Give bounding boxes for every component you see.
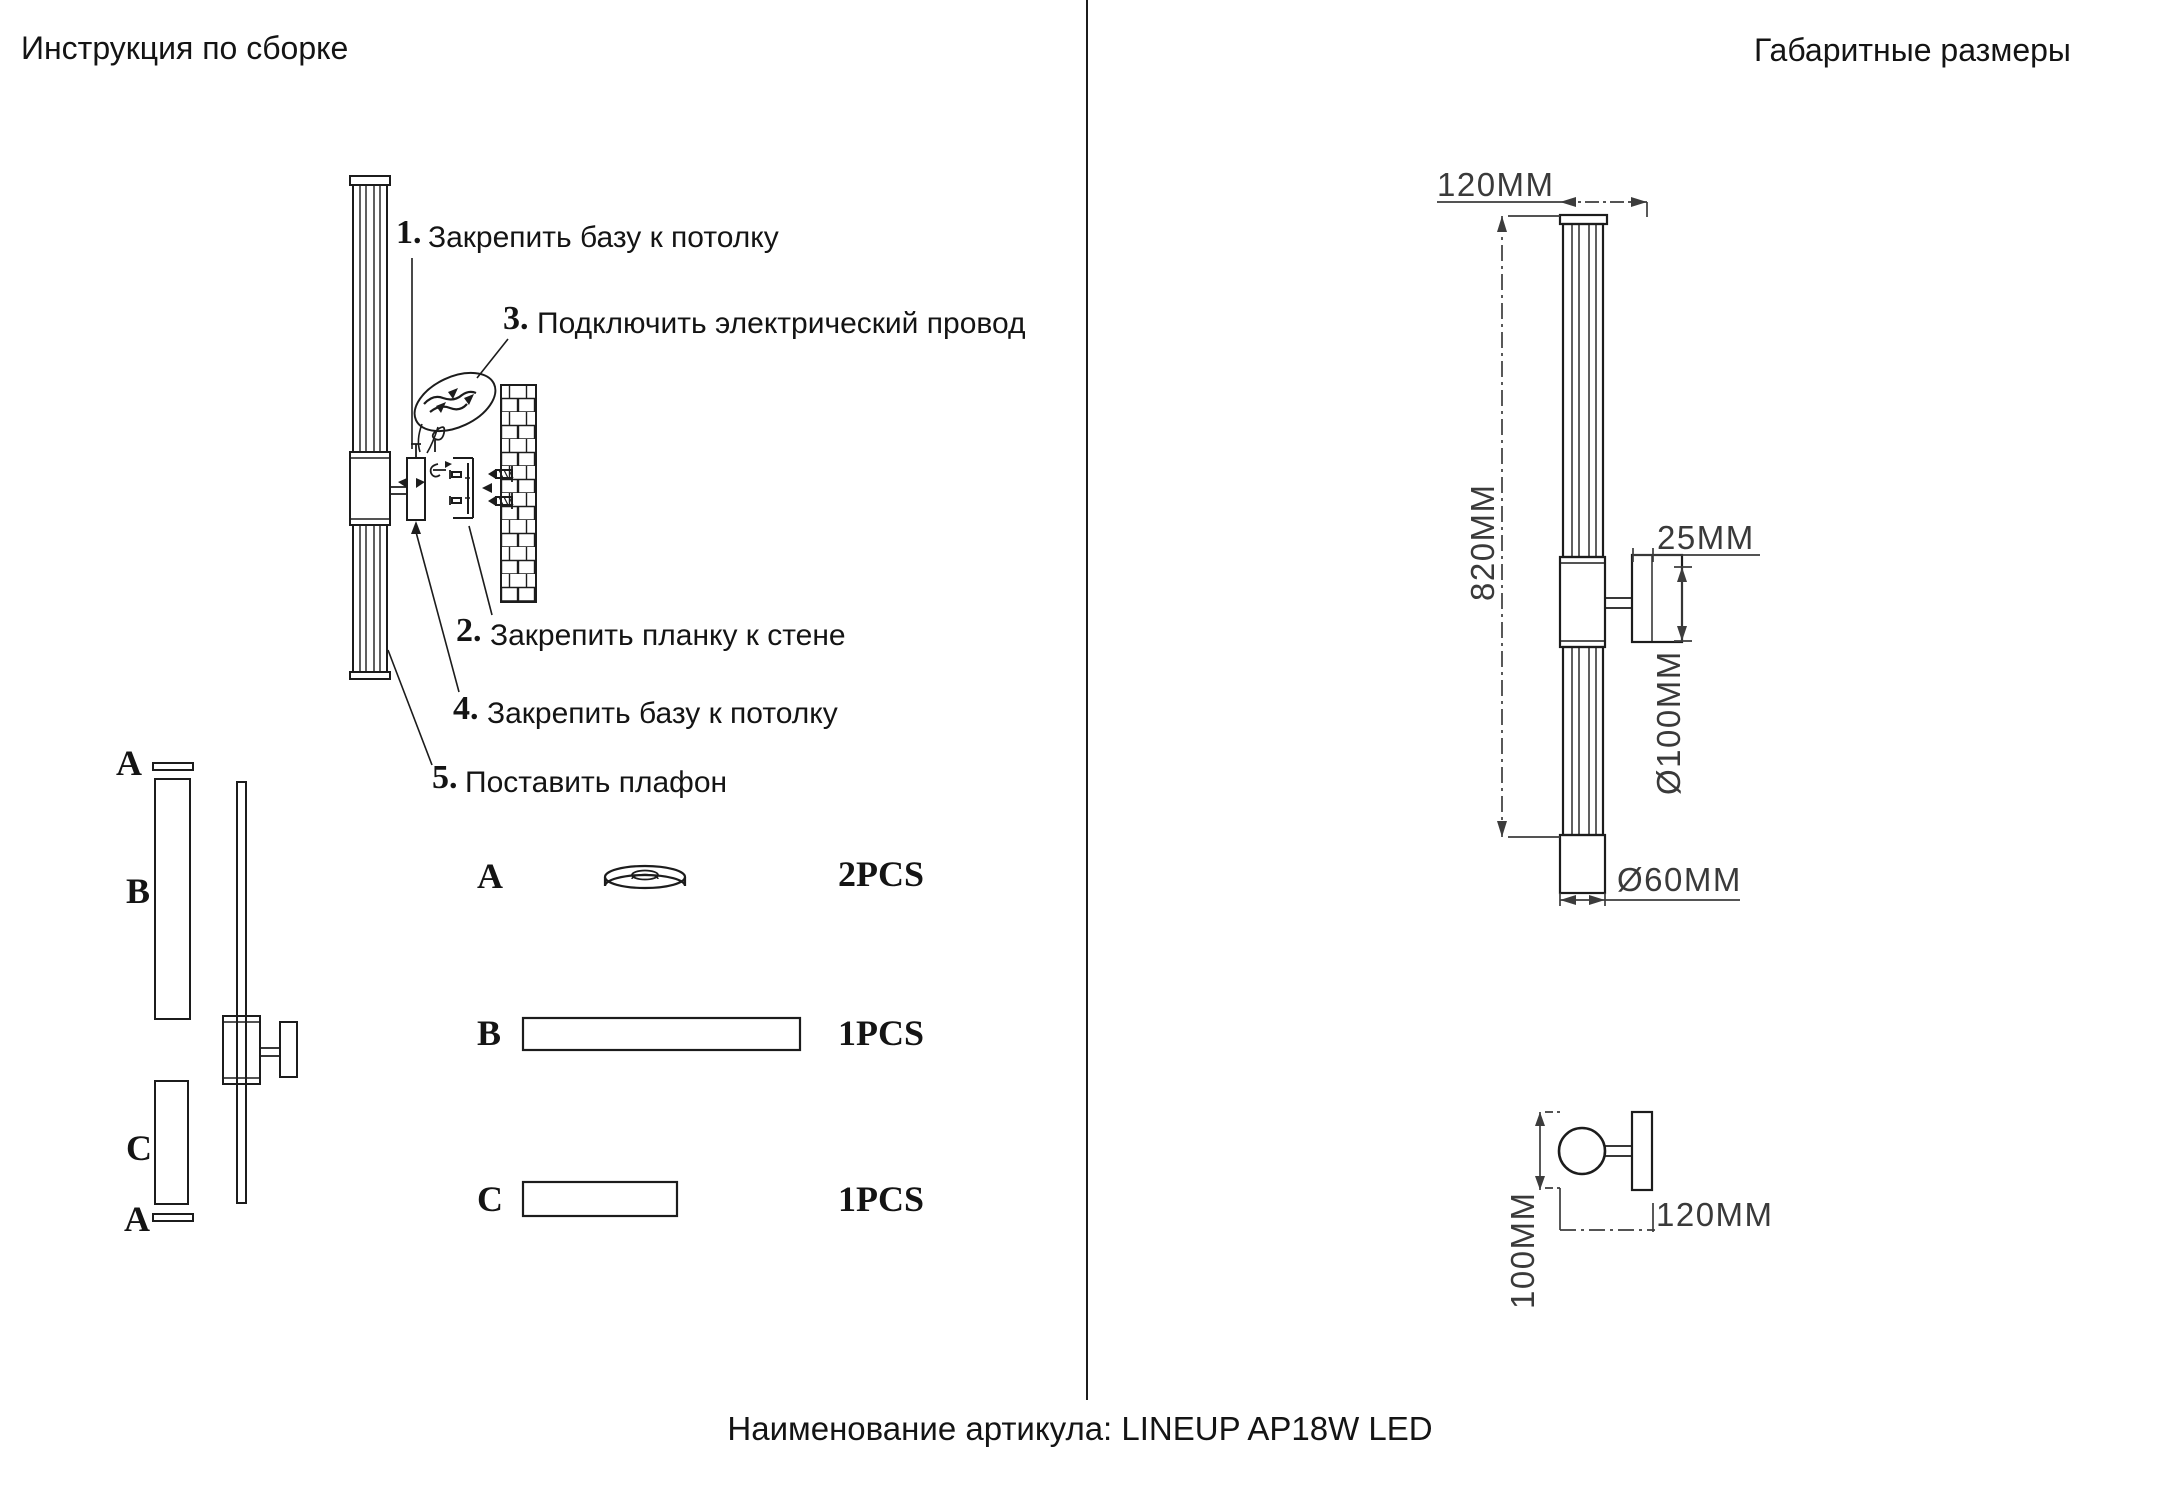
part-c-qty: 1PCS (838, 1179, 925, 1219)
dim-bracket-depth: 25MM (1657, 519, 1755, 556)
step-1-text: Закрепить базу к потолку (428, 221, 779, 254)
exploded-label-a-bottom: A (124, 1199, 150, 1239)
step-4-number: 4. (453, 690, 479, 727)
exploded-view-drawing (153, 763, 297, 1221)
exploded-label-c: C (126, 1128, 152, 1168)
step-2-number: 2. (456, 612, 482, 649)
article-name: Наименование артикула: LINEUP AP18W LED (727, 1410, 1433, 1447)
dimension-lines (1437, 197, 1760, 1232)
dim-bottom-width: 120MM (1656, 1196, 1774, 1233)
wall-lamp-assembly-drawing (350, 176, 536, 765)
part-b-qty: 1PCS (838, 1013, 925, 1053)
section-divider (1086, 0, 1088, 1400)
step-3-number: 3. (503, 300, 529, 337)
parts-list-shapes (523, 866, 800, 1216)
step-1-number: 1. (396, 214, 422, 251)
right-section-title: Габаритные размеры (1754, 32, 2071, 68)
step-3-text: Подключить электрический провод (537, 307, 1026, 340)
exploded-label-a-top: A (116, 743, 142, 783)
part-b-label: B (477, 1013, 502, 1053)
step-5-number: 5. (432, 759, 458, 796)
dim-shade-diameter: Ø100MM (1650, 650, 1687, 795)
exploded-label-b: B (126, 871, 151, 911)
left-section-title: Инструкция по сборке (21, 30, 349, 66)
dim-depth: 100MM (1504, 1191, 1541, 1309)
part-a-qty: 2PCS (838, 854, 925, 894)
dim-height: 820MM (1464, 483, 1501, 601)
part-c-label: C (477, 1179, 503, 1219)
dim-top-width: 120MM (1437, 166, 1555, 203)
step-5-text: Поставить плафон (465, 766, 728, 799)
step-4-text: Закрепить базу к потолку (487, 697, 838, 730)
step-2-text: Закрепить планку к стене (490, 619, 846, 652)
dim-tube-diameter: Ø60MM (1617, 861, 1742, 898)
part-a-label: A (477, 856, 503, 896)
